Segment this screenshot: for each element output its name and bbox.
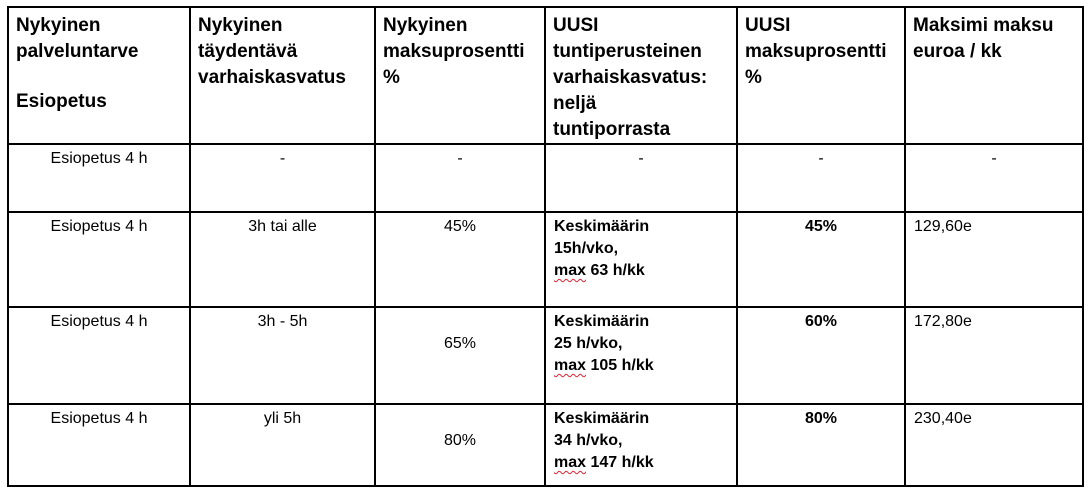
service-cell: Esiopetus 4 h [8,144,190,212]
table-row [8,404,1083,486]
header-text: varhaiskasvatus: [553,67,708,88]
max-fee-cell: - [905,144,1083,212]
new-pct-cell: 60% [737,307,905,404]
service-cell: Esiopetus 4 h [8,404,190,486]
header-text: tuntiporrasta [553,119,671,140]
header-current-fee-percent [375,7,545,144]
table-row [8,307,1083,404]
header-text: Nykyinen [198,15,283,36]
header-text: UUSI [553,15,599,36]
fee-table [7,6,1084,487]
current-care-cell: 3h - 5h [190,307,375,404]
current-pct-cell: 65% [375,307,545,404]
header-text: neljä [553,93,597,114]
new-care-line [554,260,728,282]
current-pct-cell: 45% [375,212,545,307]
spellcheck-word: max [554,357,587,374]
new-care-line: 15h/vko, [554,240,619,257]
table-row [8,144,1083,212]
new-care-cell: - [545,144,737,212]
new-pct-cell: - [737,144,905,212]
service-cell: Esiopetus 4 h [8,307,190,404]
new-care-cell [545,212,737,307]
new-pct-cell: 45% [737,212,905,307]
header-text: euroa / kk [913,41,1002,62]
header-text: täydentävä [198,41,298,62]
new-pct-cell: 80% [737,404,905,486]
new-care-line-rest: 63 h/kk [586,262,645,279]
max-fee-cell: 230,40e [905,404,1083,486]
header-text: Esiopetus [16,91,107,112]
current-pct-cell: 80% [375,404,545,486]
header-text: maksuprosentti [745,41,887,62]
header-text: varhaiskasvatus [198,67,346,88]
header-text: palveluntarve [16,41,139,62]
header-text: Maksimi maksu [913,15,1054,36]
new-care-line: Keskimäärin [554,218,650,235]
header-current-supplementary-care [190,7,375,144]
new-care-line: 34 h/vko, [554,432,623,449]
current-pct-cell: - [375,144,545,212]
table-row [8,212,1083,307]
new-care-cell [545,404,737,486]
header-new-hourly-care [545,7,737,144]
new-care-line [554,355,728,377]
new-care-line-rest: 105 h/kk [586,357,654,374]
max-fee-cell: 129,60e [905,212,1083,307]
header-row [8,7,1083,144]
current-care-cell: - [190,144,375,212]
header-text: Nykyinen [383,15,468,36]
header-current-service-need [8,7,190,144]
current-care-cell: 3h tai alle [190,212,375,307]
spellcheck-word: max [554,262,587,279]
header-text: tuntiperusteinen [553,41,702,62]
new-care-line: Keskimäärin [554,410,650,427]
header-text: % [383,67,400,88]
new-care-line: Keskimäärin [554,313,650,330]
new-care-line [554,452,728,474]
spellcheck-word: max [554,454,587,471]
new-care-cell [545,307,737,404]
header-text: UUSI [745,15,791,36]
header-new-fee-percent [737,7,905,144]
new-care-line-rest: 147 h/kk [586,454,654,471]
header-text: Nykyinen [16,15,101,36]
service-cell: Esiopetus 4 h [8,212,190,307]
new-care-line: 25 h/vko, [554,335,623,352]
header-text: maksuprosentti [383,41,525,62]
current-care-cell: yli 5h [190,404,375,486]
max-fee-cell: 172,80e [905,307,1083,404]
header-text: % [745,67,762,88]
header-max-fee [905,7,1083,144]
